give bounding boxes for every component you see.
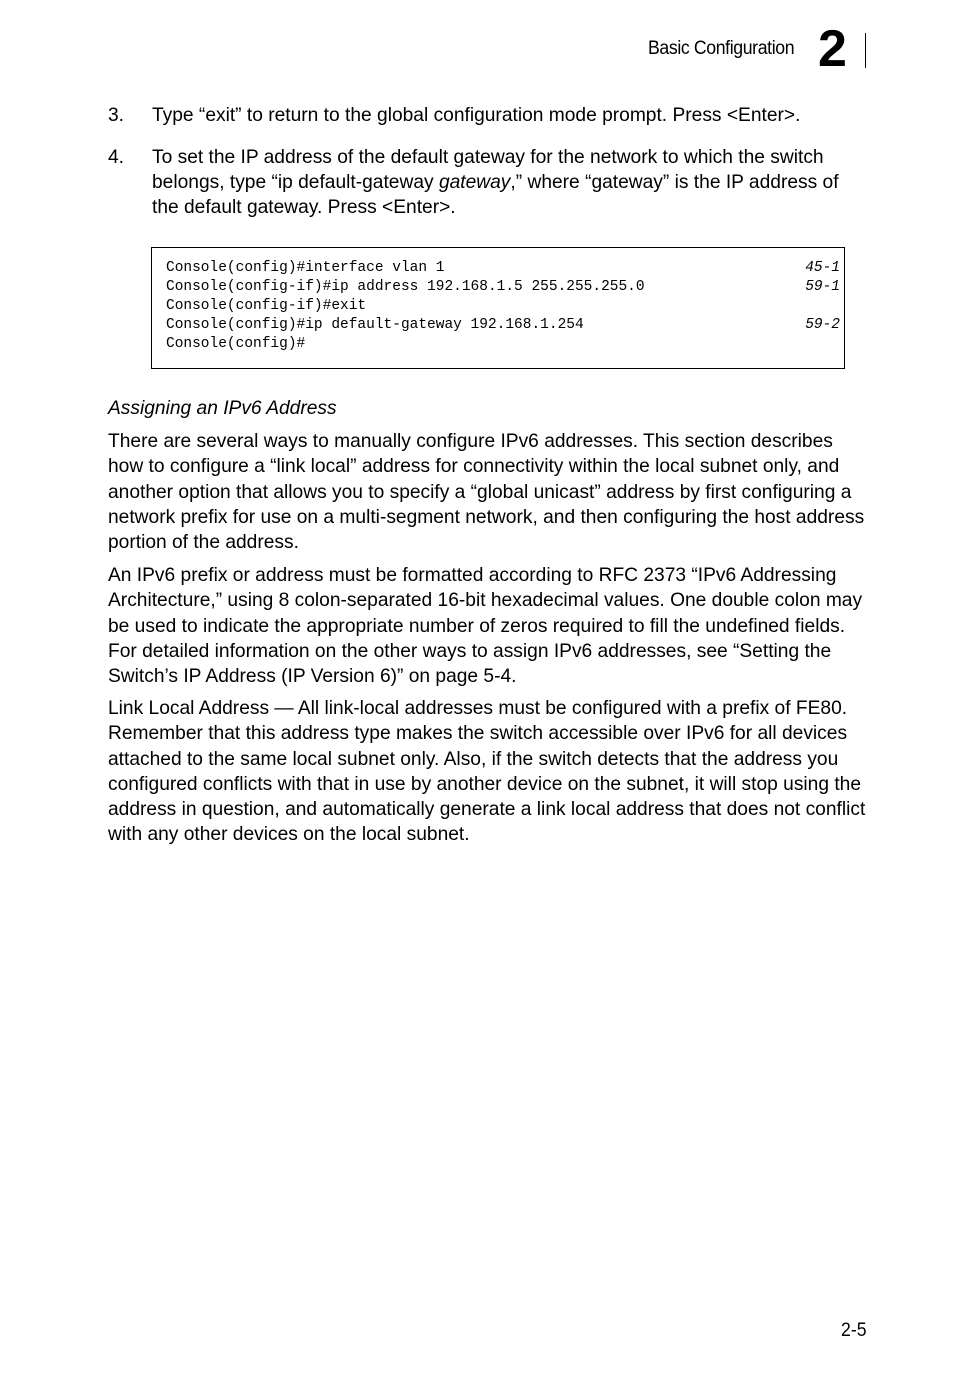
step-text-variable: gateway <box>438 172 511 193</box>
step-number: 4. <box>108 147 125 168</box>
paragraph: An IPv6 prefix or address must be formatted according to RFC 2373 “IPv6 Addressing Architecture,” using 8 colon-separated 16-bit hexadecimal values. One double colon may be used to indicate the appropriate number of zeros required to fill the undefined fields. For detailed information on the other ways to assign IPv6 addresses, see “Setting the Switch’s IP Address (IP Version 6)” on page 5-4. <box>108 565 863 688</box>
chapter-marker <box>818 20 866 78</box>
step-number: 3. <box>108 105 125 126</box>
code-line <box>166 316 840 335</box>
step-text <box>152 145 868 220</box>
paragraph: There are several ways to manually configure IPv6 addresses. This section describes how to configure a “link local” address for connectivity within the local subnet only, and another option that allows you to specify a “global unicast” address by first configuring a network prefix for use on a multi-segment network, and then configuring the host address portion of the address. <box>108 431 865 554</box>
code-command: Console(config)#interface vlan 1 <box>166 260 445 276</box>
code-command: Console(config)# <box>166 336 306 352</box>
step-text-start: To set the IP address of the default gateway for the network to which the switch belongs, type “ip default-gateway <box>152 147 824 193</box>
chapter-number: 2 <box>818 20 847 78</box>
step-text-end: ,” where “gateway” is the IP address of the default gateway. Press <Enter>. <box>152 172 839 218</box>
code-line <box>166 278 840 297</box>
code-line <box>166 335 840 354</box>
code-example <box>151 247 845 369</box>
running-header-title: Basic Configuration <box>648 38 795 59</box>
step-4 <box>108 145 868 220</box>
code-command: Console(config)#ip default-gateway 192.168.1.254 <box>166 317 584 333</box>
code-line <box>166 297 840 316</box>
step-3 <box>108 103 868 128</box>
code-page-reference: 59-2 <box>805 317 840 333</box>
code-command: Console(config-if)#exit <box>166 298 367 314</box>
code-line <box>166 259 840 278</box>
chapter-divider <box>865 33 866 68</box>
step-text: Type “exit” to return to the global configuration mode prompt. Press <Enter>. <box>152 105 801 126</box>
page-number: 2-5 <box>841 1320 867 1341</box>
section-heading: Assigning an IPv6 Address <box>108 398 337 419</box>
code-page-reference: 59-1 <box>805 279 840 295</box>
code-command: Console(config-if)#ip address 192.168.1.5 255.255.255.0 <box>166 279 645 295</box>
code-page-reference: 45-1 <box>805 260 840 276</box>
paragraph: Link Local Address — All link-local addresses must be configured with a prefix of FE80. Remember that this address type makes the switch accessible over IPv6 for all devices attached to the same local subnet only. Also, if the switch detects that the address you configured conflicts with that in use by another device on the subnet, it will stop using the address in question, and automatically generate a link local address that does not conflict with any other devices on the local subnet. <box>108 698 866 846</box>
